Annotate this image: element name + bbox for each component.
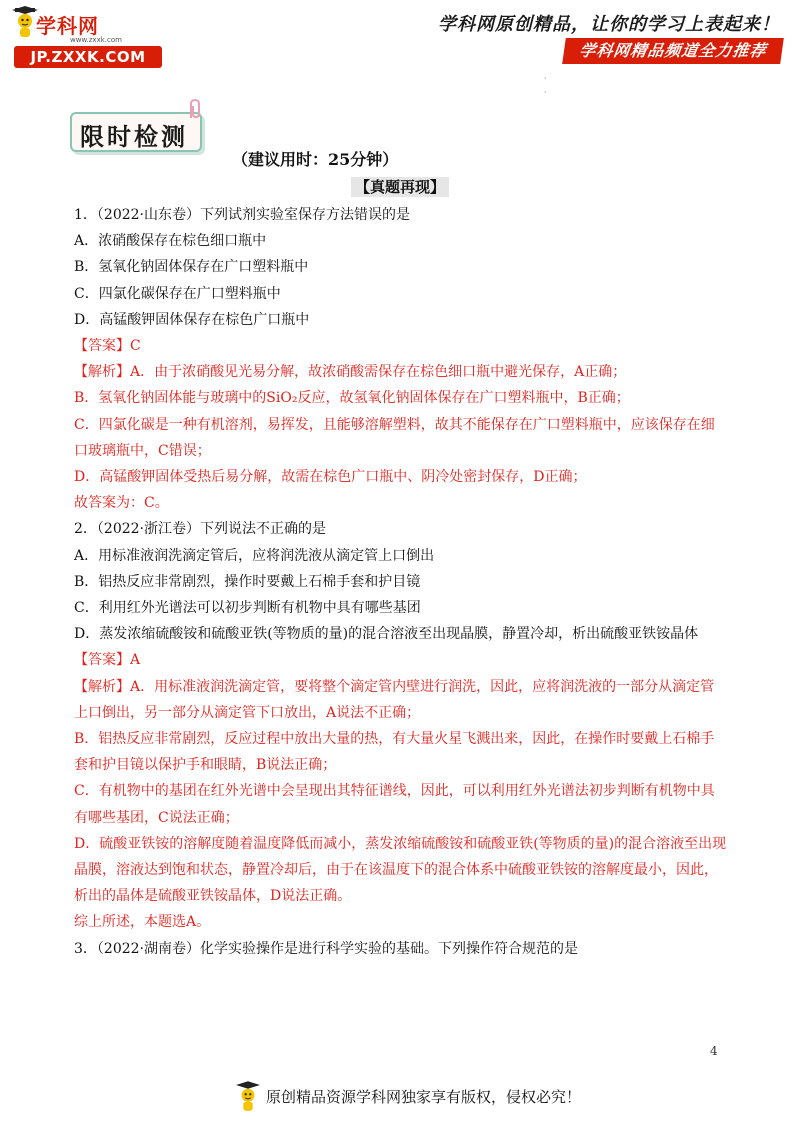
text-line: D．高锰酸钾固体受热后易分解，故需在棕色广口瓶中、阴冷处密封保存，D正确； bbox=[74, 469, 587, 486]
page-footer bbox=[236, 1080, 596, 1120]
mascot-icon bbox=[12, 6, 38, 38]
text-line: 3．（2022·湖南卷）化学实验操作是进行科学实验的基础。下列操作符合规范的是 bbox=[74, 940, 578, 957]
text-line: 1．（2022·山东卷）下列试剂实验室保存方法错误的是 bbox=[74, 207, 410, 223]
channel-banner[interactable]: 学科网精品频道全力推荐 bbox=[562, 38, 784, 64]
dot-mark: · bbox=[544, 74, 547, 83]
text-line: C．四氯化碳是一种有机溶剂，易挥发，且能够溶解塑料，故其不能保存在广口塑料瓶中，应该保存在细 bbox=[74, 416, 715, 433]
mascot-icon bbox=[236, 1080, 260, 1114]
logo-box: JP.ZXXK.COM bbox=[14, 46, 162, 68]
text-line: 综上所述，本题选A。 bbox=[74, 914, 211, 931]
text-line: C．四氯化碳保存在广口塑料瓶中 bbox=[74, 285, 281, 302]
text-line: 析出的晶体是硫酸亚铁铵晶体，D说法正确。 bbox=[74, 888, 352, 905]
text-line: C．利用红外光谱法可以初步判断有机物中具有哪些基团 bbox=[74, 600, 421, 617]
section-title: 限时检测 bbox=[80, 123, 188, 151]
text-line: D．高锰酸钾固体保存在棕色广口瓶中 bbox=[74, 311, 310, 328]
text-line: 【解析】A．用标准液润洗滴定管，要将整个滴定管内壁进行润洗，因此，应将润洗液的一部分从滴定管 bbox=[74, 678, 715, 695]
subsection-heading bbox=[0, 176, 800, 197]
time-note: （建议用时：25分钟） bbox=[232, 150, 399, 169]
text-line: 【解析】A．由于浓硝酸见光易分解，故浓硝酸需保存在棕色细口瓶中避光保存，A正确； bbox=[74, 364, 627, 381]
text-line: 套和护目镜以保护手和眼睛，B说法正确； bbox=[74, 757, 337, 774]
text-line: 【答案】C bbox=[74, 338, 141, 355]
text-line: D．硫酸亚铁铵的溶解度随着温度降低而减小，蒸发浓缩硫酸铵和硫酸亚铁(等物质的量)的混合溶液至出现 bbox=[74, 835, 727, 852]
logo-name: 学科网 bbox=[36, 14, 99, 38]
section-tag bbox=[70, 112, 208, 154]
text-line: C．有机物中的基团在红外光谱中会呈现出其特征谱线，因此，可以利用红外光谱法初步判断有机物中具 bbox=[74, 783, 715, 800]
text-line: 故答案为：C。 bbox=[74, 495, 169, 512]
text-line: 口玻璃瓶中，C错误； bbox=[74, 442, 211, 459]
text-line: 晶膜，溶液达到饱和状态，静置冷却后，由于在该温度下的混合体系中硫酸亚铁铵的溶解度最小，因此， bbox=[74, 862, 718, 879]
slogan: 学科网原创精品，让你的学习上表起来！ bbox=[438, 14, 780, 35]
page-number: 4 bbox=[710, 1044, 718, 1058]
text-line: A．用标准液润洗滴定管后，应将润洗液从滴定管上口倒出 bbox=[74, 547, 435, 564]
text-line: B．氢氧化钠固体能与玻璃中的SiO₂反应，故氢氧化钠固体保存在广口塑料瓶中，B正确； bbox=[74, 390, 630, 407]
zxxk-logo[interactable] bbox=[12, 6, 162, 70]
text-line: 有哪些基团，C说法正确； bbox=[74, 809, 239, 826]
question-content bbox=[74, 202, 734, 962]
text-line: D．蒸发浓缩硫酸铵和硫酸亚铁(等物质的量)的混合溶液至出现晶膜，静置冷却，析出硫酸亚铁铵晶体 bbox=[74, 626, 699, 643]
text-line: B．铝热反应非常剧烈，操作时要戴上石棉手套和护目镜 bbox=[74, 573, 421, 590]
text-line: B．氢氧化钠固体保存在广口塑料瓶中 bbox=[74, 259, 309, 276]
text-line: 2．（2022·浙江卷）下列说法不正确的是 bbox=[74, 521, 326, 538]
text-line: 上口倒出，另一部分从滴定管下口放出，A说法不正确； bbox=[74, 704, 421, 721]
page-header bbox=[0, 0, 800, 80]
logo-sub: www.zxxk.com bbox=[70, 36, 122, 44]
paperclip-icon bbox=[186, 98, 204, 120]
subsection-label: 【真题再现】 bbox=[351, 177, 449, 197]
text-line: 【答案】A bbox=[74, 652, 141, 669]
text-line: A．浓硝酸保存在棕色细口瓶中 bbox=[74, 233, 267, 250]
dot-mark: · bbox=[544, 88, 547, 97]
text-line: B．铝热反应非常剧烈，反应过程中放出大量的热，有大量火星飞溅出来，因此，在操作时要戴上石棉手 bbox=[74, 731, 715, 748]
copyright-notice: 原创精品资源学科网独家享有版权，侵权必究！ bbox=[266, 1088, 582, 1106]
